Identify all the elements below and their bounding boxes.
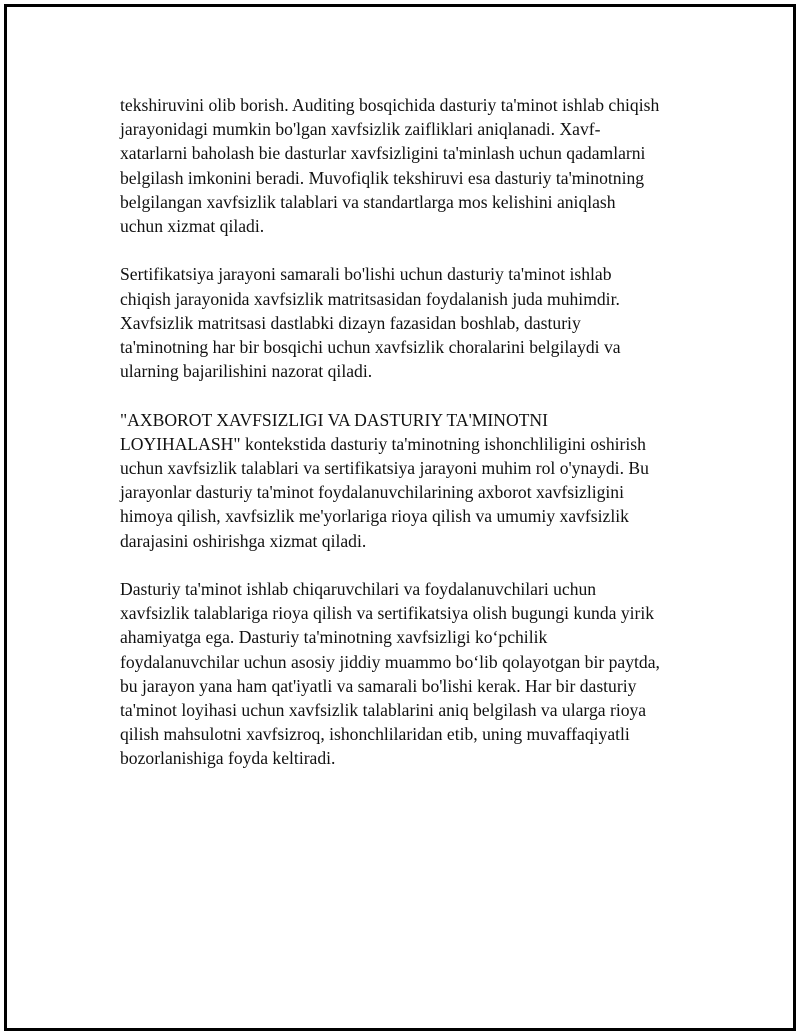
text-line: Dasturiy ta'minot ishlab chiqaruvchilari va foydalanuvchilari uchun [120, 579, 597, 600]
document-body [120, 93, 720, 795]
text-line: LOYIHALASH" kontekstida dasturiy ta'minotning ishonchliligini oshirish [120, 433, 646, 454]
text-line: bu jarayon yana ham qat'iyatli va samarali bo'lishi kerak. Har bir dasturiy [120, 675, 637, 696]
text-line: uchun xavfsizlik talablari va sertifikatsiya jarayoni muhim rol o'ynaydi. Bu [120, 458, 649, 479]
text-line: jarayonlar dasturiy ta'minot foydalanuvchilarining axborot xavfsizligini [120, 482, 624, 503]
paragraph-3 [120, 408, 720, 553]
text-line: belgilangan xavfsizlik talablari va standartlarga mos kelishini aniqlash [120, 191, 616, 212]
text-line: "AXBOROT XAVFSIZLIGI VA DASTURIY TA'MINOTNI [120, 409, 548, 430]
paragraph-2 [120, 262, 720, 383]
text-line: ularning bajarilishini nazorat qiladi. [120, 361, 373, 382]
text-line: ahamiyatga ega. Dasturiy ta'minotning xavfsizligi ko‘pchilik [120, 627, 548, 648]
document-page [4, 4, 796, 1031]
text-line: bozorlanishiga foyda keltiradi. [120, 748, 336, 769]
text-line: himoya qilish, xavfsizlik me'yorlariga rioya qilish va umumiy xavfsizlik [120, 506, 629, 527]
text-line: xavfsizlik talablariga rioya qilish va sertifikatsiya olish bugungi kunda yirik [120, 603, 655, 624]
text-line: ta'minotning har bir bosqichi uchun xavfsizlik choralarini belgilaydi va [120, 337, 621, 358]
text-line: chiqish jarayonida xavfsizlik matritsasidan foydalanish juda muhimdir. [120, 288, 620, 309]
text-line: uchun xizmat qiladi. [120, 216, 265, 237]
text-line: Sertifikatsiya jarayoni samarali bo'lishi uchun dasturiy ta'minot ishlab [120, 264, 612, 285]
text-line: tekshiruvini olib borish. Auditing bosqichida dasturiy ta'minot ishlab chiqish [120, 95, 660, 115]
text-line: qilish mahsulotni xavfsizroq, ishonchlilaridan etib, uning muvaffaqiyatli [120, 724, 630, 745]
text-line: xatarlarni baholash bie dasturlar xavfsizligini ta'minlash uchun qadamlarni [120, 143, 646, 164]
text-line: belgilash imkonini beradi. Muvofiqlik tekshiruvi esa dasturiy ta'minotning [120, 167, 645, 188]
text-line: jarayonidagi mumkin bo'lgan xavfsizlik zaifliklari aniqlanadi. Xavf- [120, 119, 601, 140]
text-line: foydalanuvchilar uchun asosiy jiddiy muammo bo‘lib qolayotgan bir paytda, [120, 651, 660, 672]
text-line: ta'minot loyihasi uchun xavfsizlik talablarini aniq belgilash va ularga rioya [120, 700, 647, 721]
text-line: darajasini oshirishga xizmat qiladi. [120, 530, 367, 551]
text-line: Xavfsizlik matritsasi dastlabki dizayn fazasidan boshlab, dasturiy [120, 312, 581, 333]
paragraph-1 [120, 93, 720, 238]
paragraph-4 [120, 577, 720, 771]
